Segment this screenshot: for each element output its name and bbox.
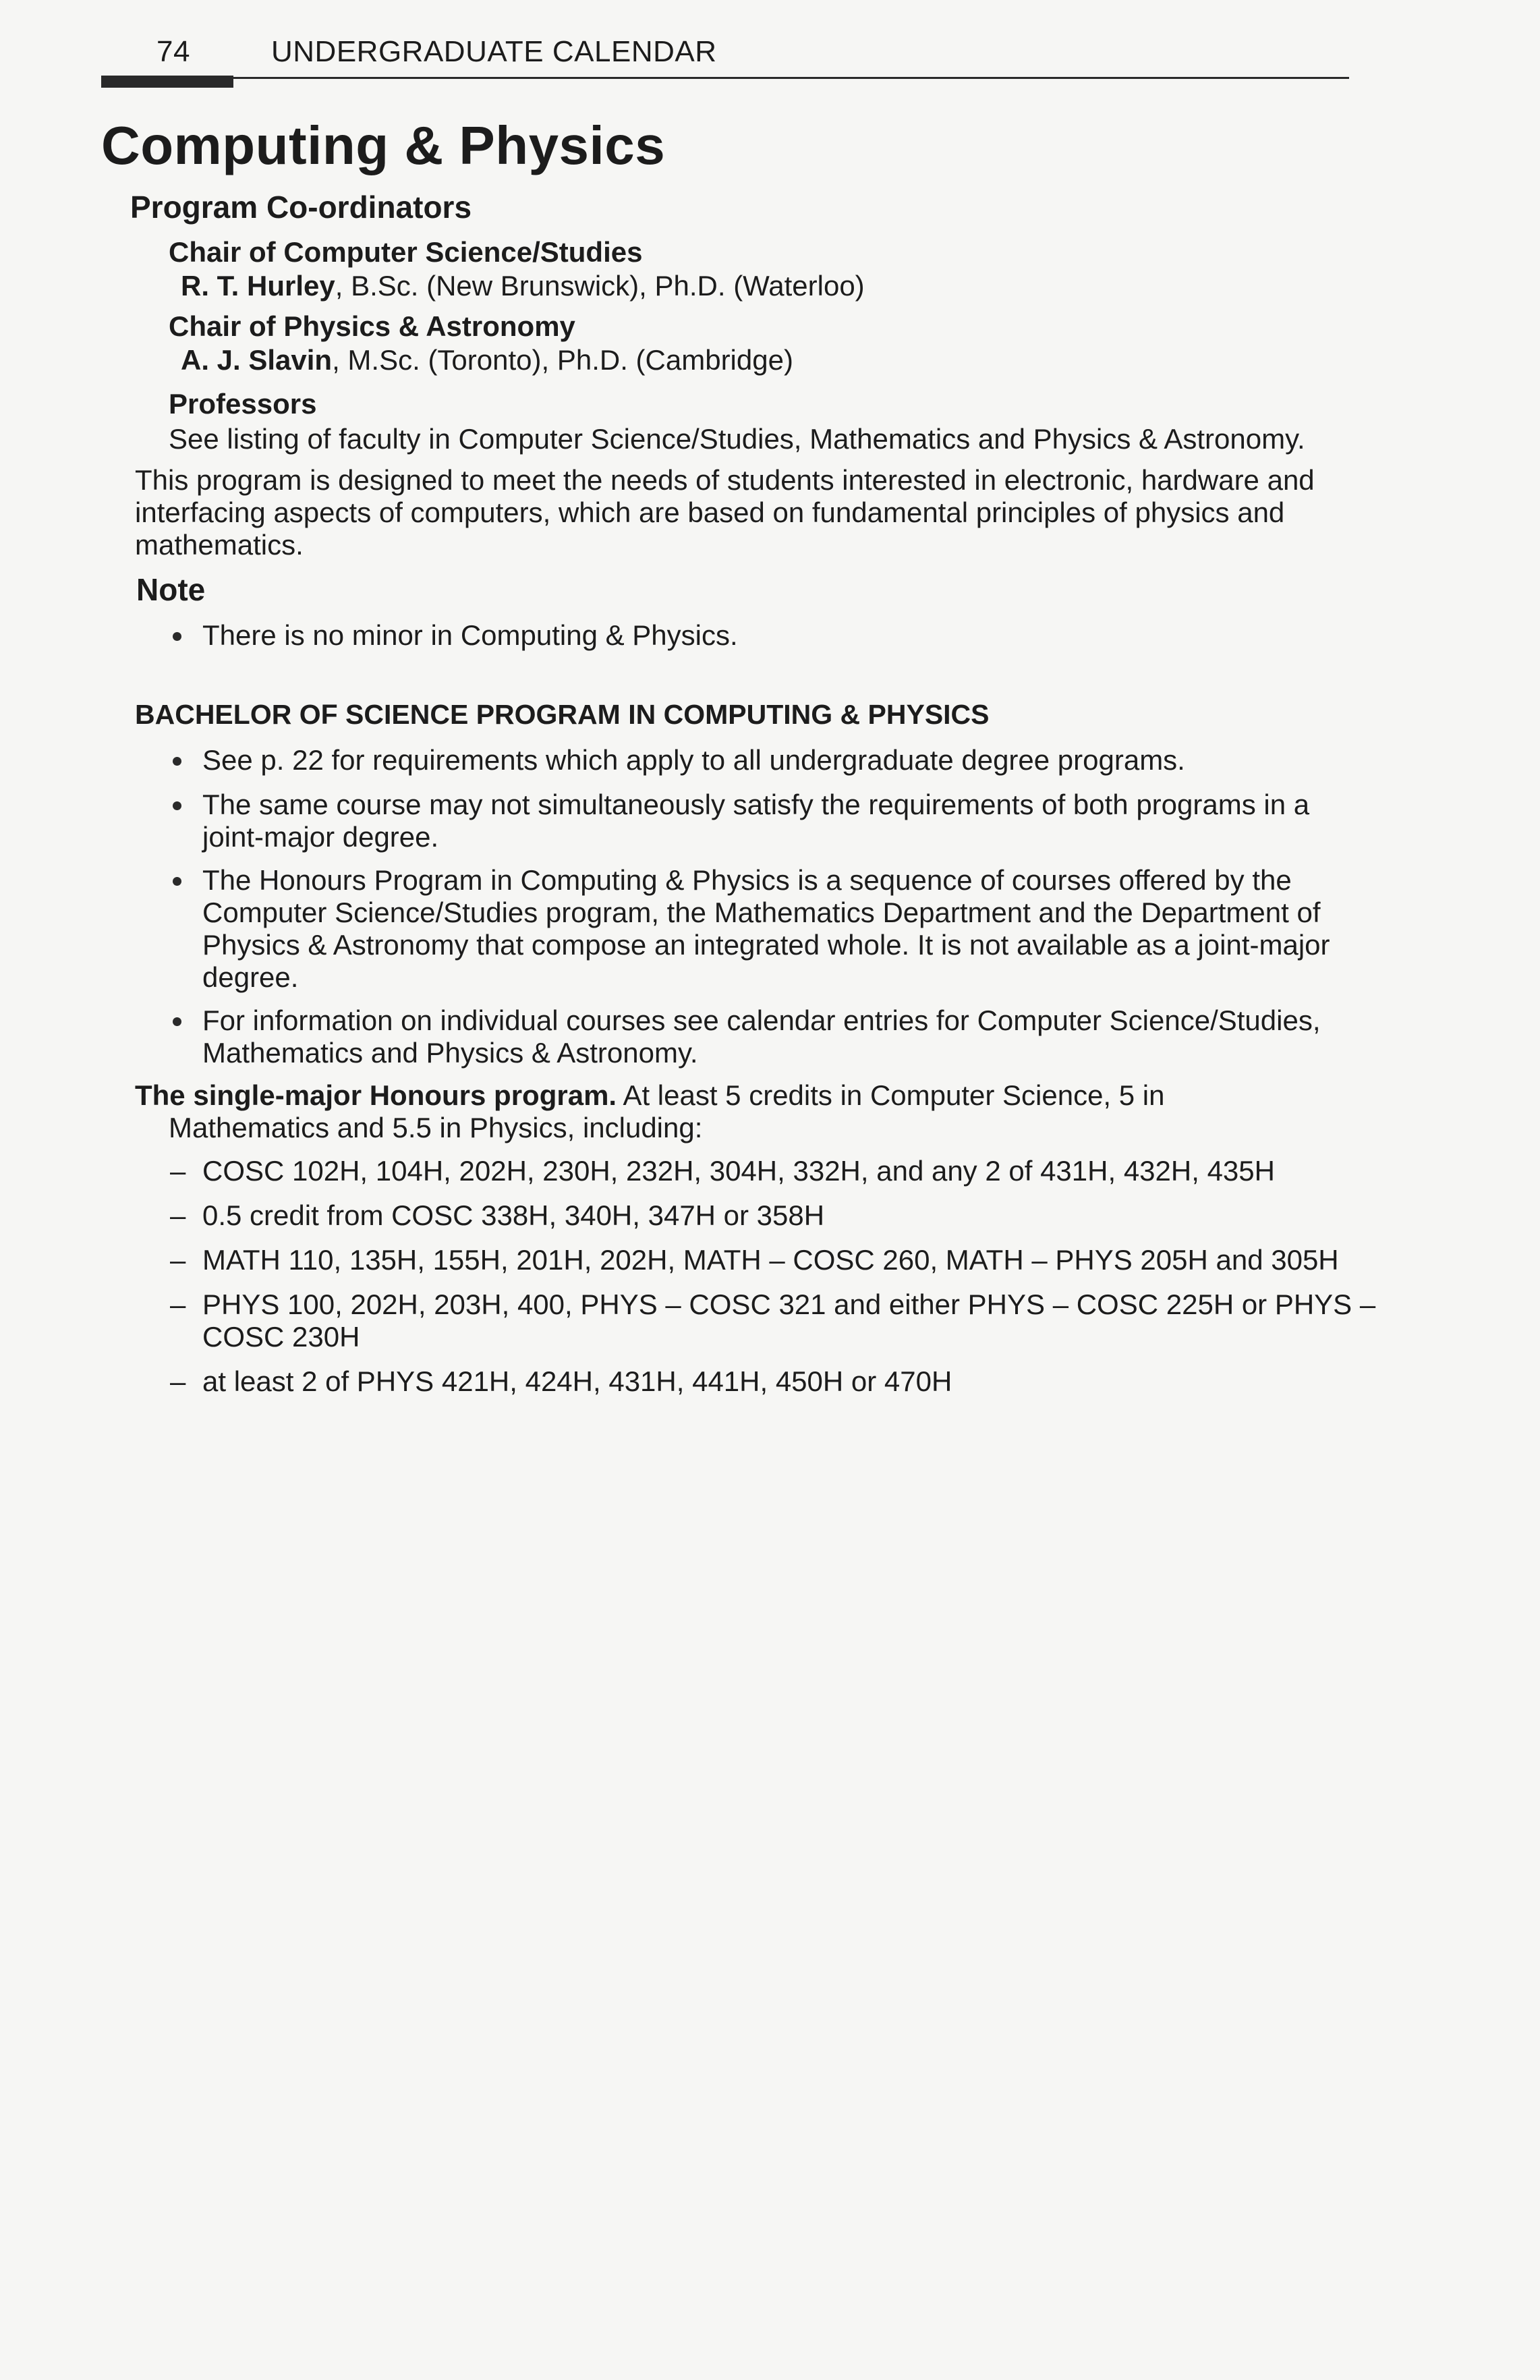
intro-line: mathematics. [135, 529, 304, 561]
professors-title: Professors [169, 388, 317, 420]
honours-item: MATH 110, 135H, 155H, 201H, 202H, MATH – COSC 260, MATH – PHYS 205H and 305H [202, 1244, 1339, 1276]
running-header [156, 35, 717, 69]
honours-item: at least 2 of PHYS 421H, 424H, 431H, 441H, 450H or 470H [202, 1365, 952, 1397]
bsc-bullet-text: Physics & Astronomy that compose an integrated whole. It is not available as a joint-major [202, 929, 1330, 961]
bsc-bullet-text: Computer Science/Studies program, the Mathematics Department and the Department of [202, 897, 1321, 928]
bsc-bullet-text: Mathematics and Physics & Astronomy. [202, 1037, 698, 1069]
honours-item: COSC 102H, 104H, 202H, 230H, 232H, 304H, 332H, and any 2 of 431H, 432H, 435H [202, 1155, 1275, 1187]
chair-phys-title: Chair of Physics & Astronomy [169, 310, 575, 342]
page-number: 74 [156, 35, 190, 68]
bsc-bullet-text: degree. [202, 961, 299, 993]
bullet-icon [173, 757, 181, 766]
header-rule [101, 77, 1349, 79]
dash-marker: – [170, 1199, 186, 1231]
professors-text: See listing of faculty in Computer Science/Studies, Mathematics and Physics & Astronomy. [169, 423, 1305, 455]
honours-item: COSC 230H [202, 1321, 360, 1353]
bsc-bullet-text: See p. 22 for requirements which apply to all undergraduate degree programs. [202, 744, 1185, 776]
intro-line: This program is designed to meet the needs of students interested in electronic, hardware and [135, 464, 1315, 496]
dash-marker: – [170, 1288, 186, 1320]
bsc-bullet-text: For information on individual courses see calendar entries for Computer Science/Studies, [202, 1004, 1321, 1036]
bsc-bullet-text: The same course may not simultaneously satisfy the requirements of both programs in a [202, 789, 1310, 820]
bullet-icon [173, 801, 181, 810]
honours-text-cont: Mathematics and 5.5 in Physics, including: [169, 1112, 703, 1143]
chair-phys-credentials: , M.Sc. (Toronto), Ph.D. (Cambridge) [332, 344, 793, 376]
dash-marker: – [170, 1244, 186, 1276]
honours-intro [135, 1079, 1165, 1112]
honours-item: 0.5 credit from COSC 338H, 340H, 347H or 358H [202, 1199, 825, 1231]
honours-lead: The single-major Honours program. [135, 1079, 617, 1111]
header-rule-accent [101, 76, 233, 88]
dash-marker: – [170, 1155, 186, 1187]
honours-item: PHYS 100, 202H, 203H, 400, PHYS – COSC 321 and either PHYS – COSC 225H or PHYS – [202, 1288, 1376, 1320]
bsc-bullet-text: The Honours Program in Computing & Physics is a sequence of courses offered by the [202, 864, 1292, 896]
running-title: UNDERGRADUATE CALENDAR [271, 35, 717, 68]
note-heading: Note [136, 572, 206, 607]
chair-cs-name: R. T. Hurley [181, 270, 335, 302]
intro-line: interfacing aspects of computers, which are based on fundamental principles of physics and [135, 497, 1285, 528]
chair-phys-entry [181, 344, 793, 376]
bullet-icon [173, 1017, 181, 1026]
dash-marker: – [170, 1365, 186, 1397]
chair-cs-title: Chair of Computer Science/Studies [169, 236, 643, 268]
honours-text: At least 5 credits in Computer Science, 5 in [617, 1079, 1165, 1111]
chair-phys-name: A. J. Slavin [181, 344, 333, 376]
bsc-heading: BACHELOR OF SCIENCE PROGRAM IN COMPUTING & PHYSICS [135, 699, 990, 730]
bullet-icon [173, 877, 181, 886]
chair-cs-entry [181, 270, 865, 302]
bsc-bullet-text: joint-major degree. [202, 821, 439, 853]
page-title: Computing & Physics [101, 115, 666, 175]
coordinators-heading: Program Co-ordinators [130, 190, 472, 225]
chair-cs-credentials: , B.Sc. (New Brunswick), Ph.D. (Waterloo) [335, 270, 865, 302]
bullet-icon [173, 632, 181, 641]
note-bullet-text: There is no minor in Computing & Physics. [202, 619, 738, 651]
